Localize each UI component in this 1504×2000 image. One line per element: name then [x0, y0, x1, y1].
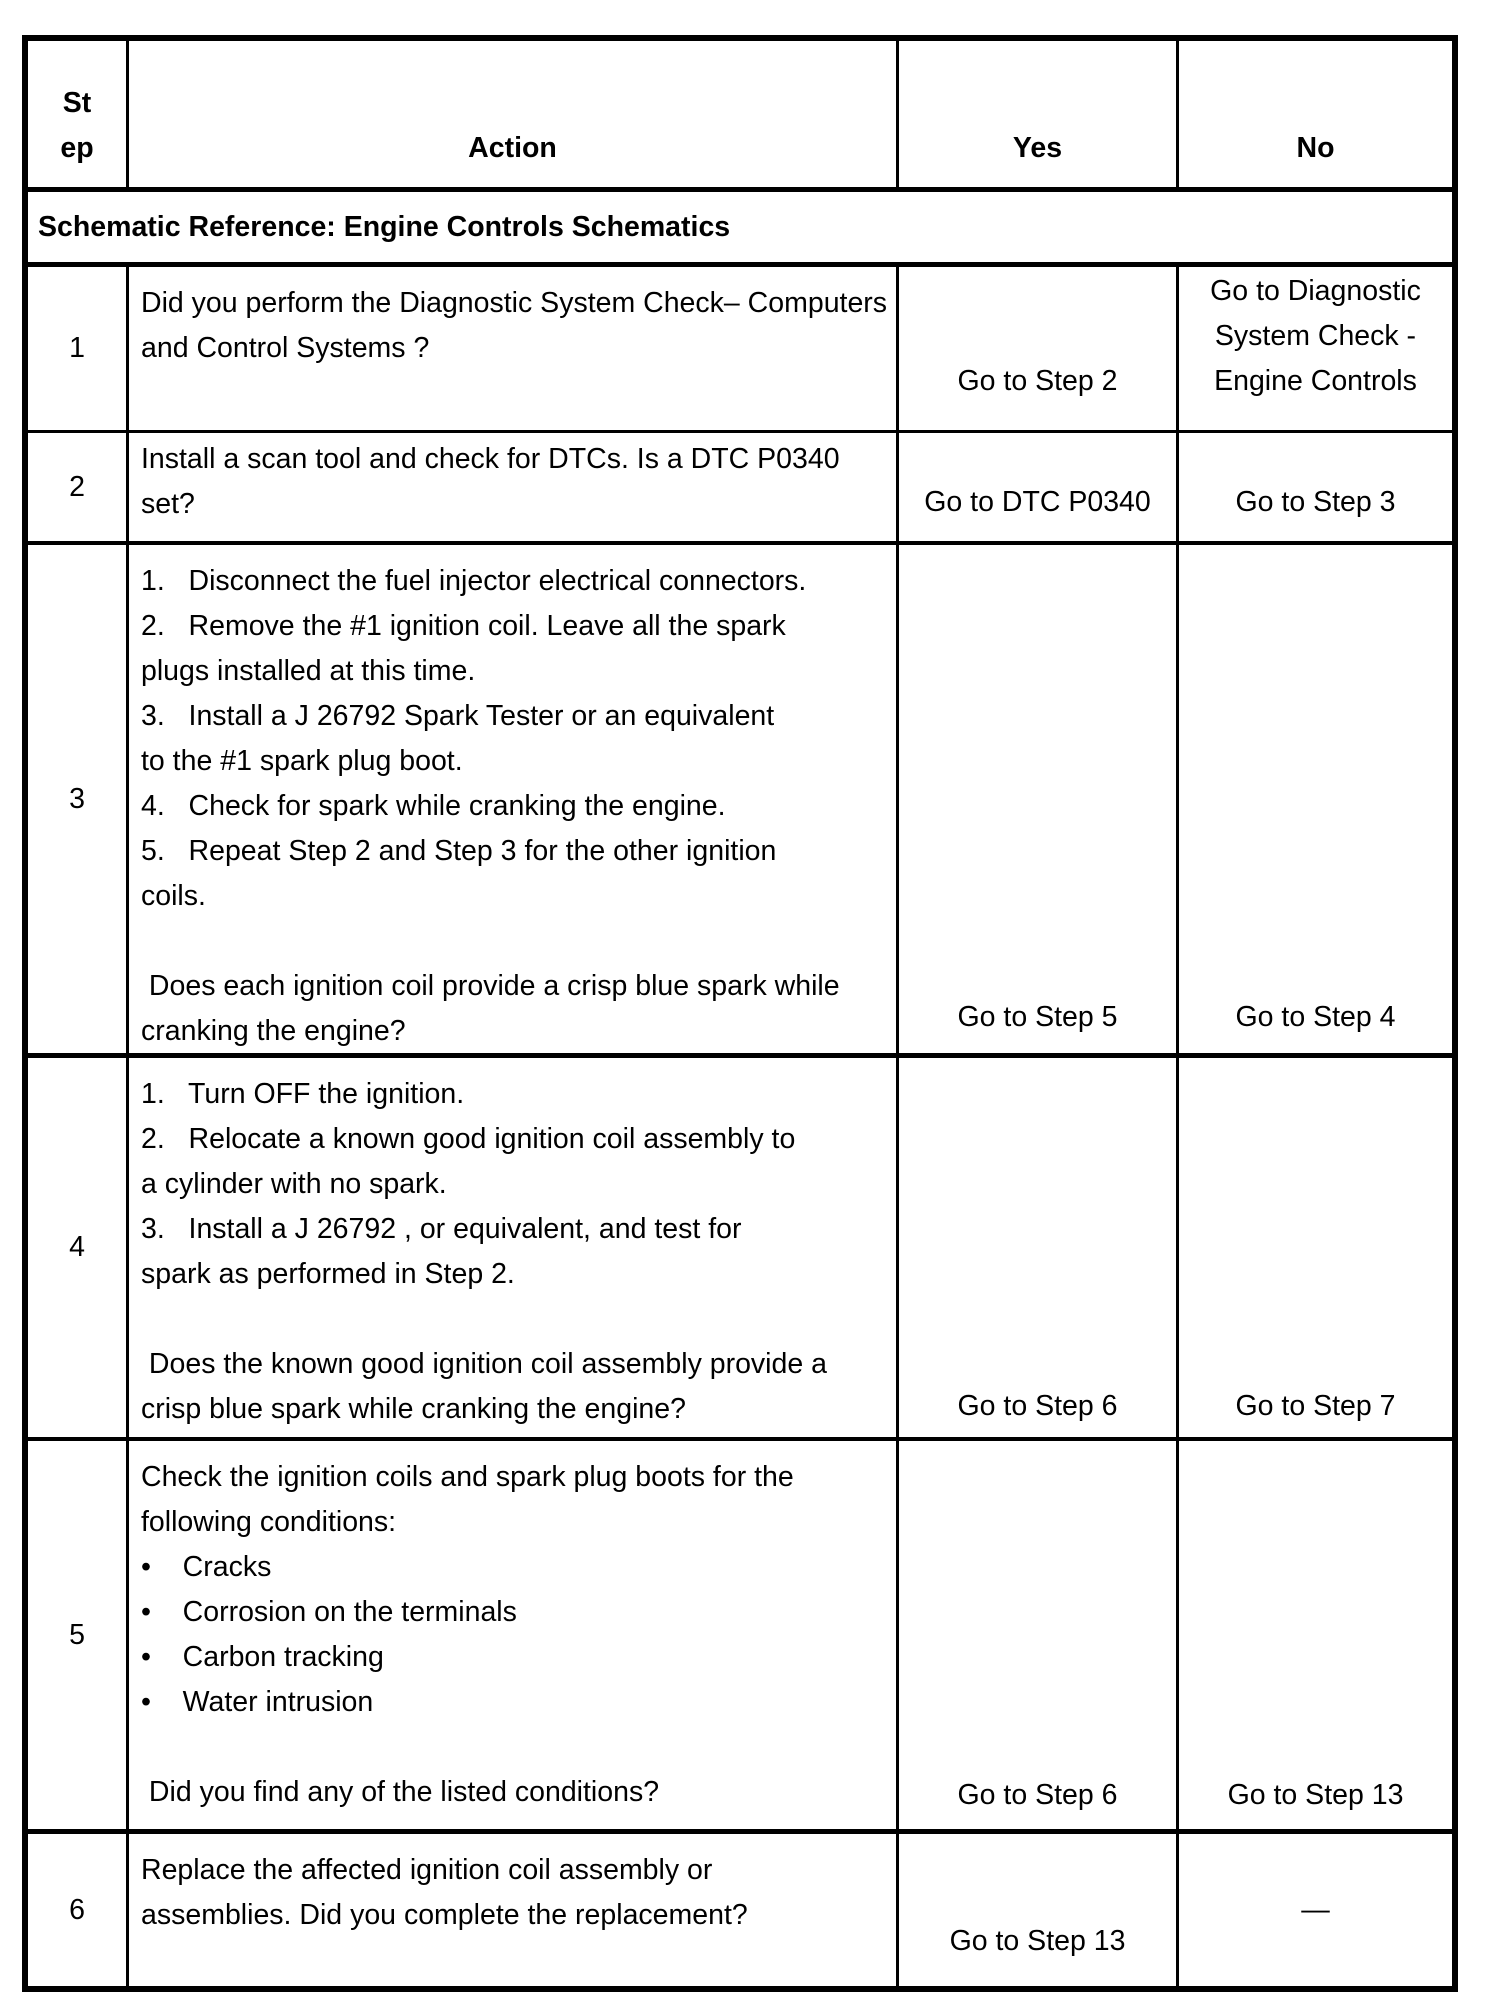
no-cell-text: Go to Step 3	[1235, 486, 1396, 518]
no-cell	[1176, 433, 1452, 541]
action-line: cranking the engine?	[141, 1015, 406, 1047]
no-cell	[1176, 267, 1452, 430]
diagnostic-table	[22, 35, 1458, 1992]
step-number: 4	[69, 1231, 85, 1263]
action-line	[141, 1725, 888, 1770]
action-line-bullet: • Corrosion on the terminals	[141, 1596, 517, 1628]
no-cell-text: Go to Step 13	[1227, 1779, 1404, 1811]
no-cell	[1176, 1058, 1452, 1437]
action-line	[141, 1297, 888, 1342]
no-cell-text: System Check -	[1214, 320, 1417, 352]
header-action-label: Action	[468, 132, 557, 164]
yes-cell-text: Go to Step 6	[957, 1779, 1118, 1811]
action-line: 1. Turn OFF the ignition.	[141, 1078, 465, 1110]
action-line: 3. Install a J 26792 , or equivalent, and test for	[141, 1213, 742, 1245]
yes-cell-text: Go to Step 2	[957, 365, 1118, 397]
no-cell	[1176, 545, 1452, 1053]
header-action	[126, 41, 896, 187]
yes-cell	[896, 1441, 1176, 1829]
yes-cell-text: Go to DTC P0340	[924, 486, 1151, 518]
action-line: Did you find any of the listed conditions?	[141, 1776, 660, 1808]
yes-cell	[896, 267, 1176, 430]
action-cell	[126, 433, 896, 541]
header-step-line2: ep	[60, 132, 94, 164]
step-number: 6	[69, 1893, 85, 1926]
no-cell-text: Go to Step 7	[1235, 1390, 1396, 1422]
header-step	[28, 41, 126, 187]
action-cell	[126, 1441, 896, 1829]
header-yes	[896, 41, 1176, 187]
action-cell	[126, 267, 896, 430]
header-step-line1: St	[62, 87, 92, 119]
yes-cell	[896, 433, 1176, 541]
yes-cell-text: Go to Step 6	[957, 1390, 1118, 1422]
action-line: crisp blue spark while cranking the engine?	[141, 1393, 686, 1425]
action-line: set?	[141, 488, 195, 520]
no-cell	[1176, 1441, 1452, 1829]
action-line: spark as performed in Step 2.	[141, 1258, 515, 1290]
header-no	[1176, 41, 1452, 187]
yes-cell	[896, 1834, 1176, 1986]
step-number: 5	[69, 1618, 85, 1651]
no-cell	[1176, 1834, 1452, 1986]
action-line: to the #1 spark plug boot.	[141, 745, 463, 777]
action-line-bullet: • Cracks	[141, 1551, 272, 1583]
action-line: following conditions:	[141, 1506, 397, 1538]
action-line: 2. Relocate a known good ignition coil assembly to	[141, 1123, 796, 1155]
no-cell-text: Go to Diagnostic	[1210, 275, 1421, 307]
action-line: Does the known good ignition coil assembly provide a	[141, 1348, 827, 1380]
table-row-4	[28, 1053, 1452, 1437]
action-line: Check the ignition coils and spark plug boots for the	[141, 1461, 794, 1493]
yes-cell	[896, 545, 1176, 1053]
yes-cell-text: Go to Step 13	[949, 1925, 1126, 1957]
step-number: 1	[69, 332, 85, 364]
table-header-row	[28, 41, 1452, 187]
action-line-bullet: • Water intrusion	[141, 1686, 374, 1718]
step-number: 3	[69, 782, 85, 815]
schematic-banner-row	[28, 187, 1452, 262]
action-line: coils.	[141, 880, 206, 912]
no-cell-em-dash: —	[1301, 1893, 1330, 1926]
table-row-1	[28, 262, 1452, 430]
action-line: 3. Install a J 26792 Spark Tester or an equivalent	[141, 700, 775, 732]
yes-cell-text: Go to Step 5	[957, 1001, 1118, 1033]
action-line: 1. Disconnect the fuel injector electrical connectors.	[141, 565, 807, 597]
action-line: and Control Systems ?	[141, 332, 430, 364]
action-line: 4. Check for spark while cranking the engine.	[141, 790, 726, 822]
no-cell-text: Go to Step 4	[1235, 1001, 1396, 1033]
action-cell	[126, 1058, 896, 1437]
header-no-label: No	[1296, 132, 1335, 164]
no-cell-text: Engine Controls	[1214, 365, 1417, 397]
table-row-5	[28, 1437, 1452, 1829]
table-row-2	[28, 430, 1452, 541]
action-line: plugs installed at this time.	[141, 655, 476, 687]
yes-cell	[896, 1058, 1176, 1437]
action-line: a cylinder with no spark.	[141, 1168, 447, 1200]
action-line: Replace the affected ignition coil assembly or	[141, 1854, 713, 1886]
action-line: Install a scan tool and check for DTCs. Is a DTC P0340	[141, 443, 840, 475]
action-cell	[126, 545, 896, 1053]
action-cell	[126, 1834, 896, 1986]
action-line: 2. Remove the #1 ignition coil. Leave all the spark	[141, 610, 786, 642]
action-line: 5. Repeat Step 2 and Step 3 for the other ignition	[141, 835, 777, 867]
action-line: Did you perform the Diagnostic System Check– Computers	[141, 287, 888, 319]
schematic-banner: Schematic Reference: Engine Controls Schematics	[38, 210, 731, 243]
step-number: 2	[69, 470, 85, 503]
action-line	[141, 919, 888, 964]
action-line-bullet: • Carbon tracking	[141, 1641, 384, 1673]
table-row-6	[28, 1829, 1452, 1986]
header-yes-label: Yes	[1012, 132, 1063, 164]
action-line: assemblies. Did you complete the replacement?	[141, 1899, 748, 1931]
table-row-3	[28, 541, 1452, 1053]
action-line: Does each ignition coil provide a crisp blue spark while	[141, 970, 840, 1002]
